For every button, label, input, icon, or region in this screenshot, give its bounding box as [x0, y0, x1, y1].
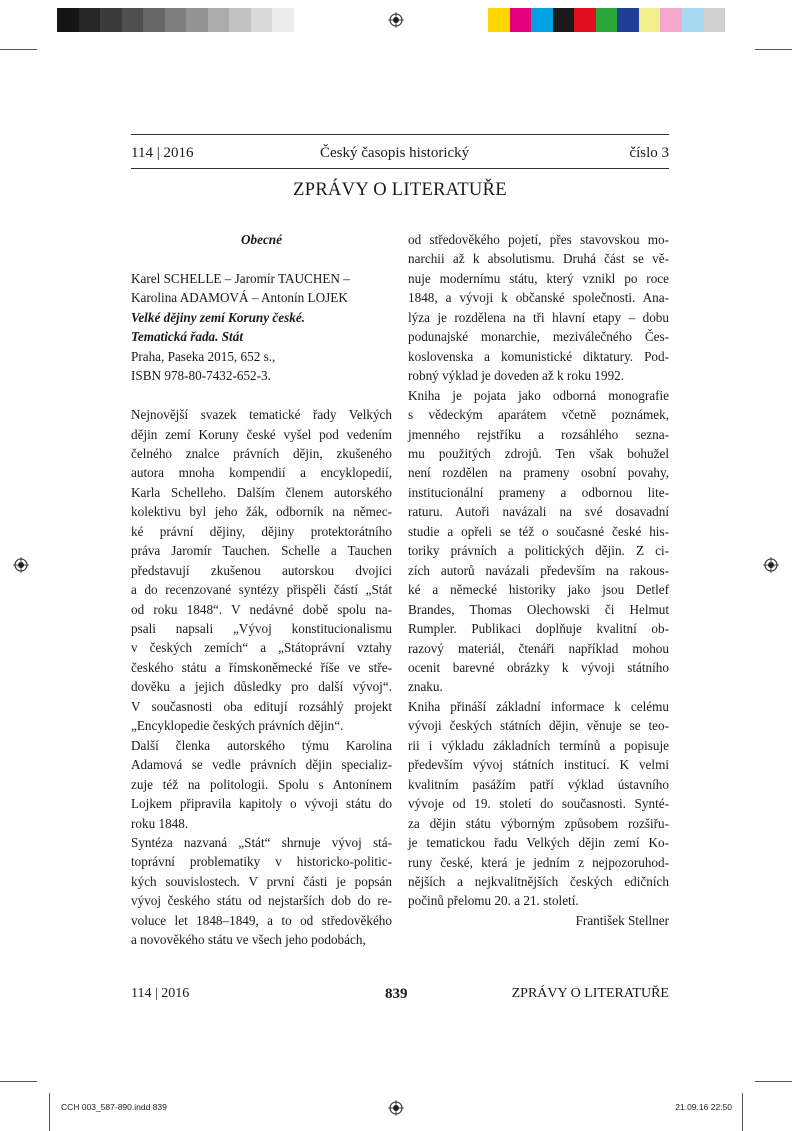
color-swatch [122, 8, 144, 32]
text-line: voluce let 1848–1849, a to od středověkého [131, 912, 392, 928]
text-line: kolektivu byl jeho žák, odborník na němec- [131, 504, 392, 520]
text-line: kvalitním pasážím patří výklad ústavního [408, 776, 669, 792]
text-line: toprávní problematiky v historicko-politic- [131, 854, 392, 870]
slug-date-info: 21.09.16 22:50 [675, 1102, 732, 1112]
text-line: představují zkušenou autorskou dvojici [131, 562, 392, 578]
isbn: ISBN 978-80-7432-652-3. [131, 368, 271, 384]
crop-mark [755, 1081, 792, 1082]
text-line: vývoj českého státu od nejstarších dob do re- [131, 893, 392, 909]
color-swatch [639, 8, 661, 32]
footer-section: ZPRÁVY O LITERATUŘE [511, 986, 669, 1001]
right-column [408, 230, 669, 930]
text-line: kých souvislostech. V první části je popsán [131, 873, 392, 889]
text-line: za dějin státu výborným způsobem rozšiřu- [408, 815, 669, 831]
text-line: koslovenska a komunistické diktatury. Pod- [408, 348, 669, 364]
color-swatch [143, 8, 165, 32]
crop-mark [0, 49, 37, 50]
header-issue: číslo 3 [629, 145, 669, 161]
text-line: Rumpler. Publikaci doplňuje kvalitní ob- [408, 621, 669, 637]
color-swatch [703, 8, 725, 32]
text-line: „Encyklopedie českých právních dějin“. [131, 718, 344, 734]
text-line: práva Jaromír Tauchen. Schelle a Tauchen [131, 543, 392, 559]
text-line: znaku. [408, 679, 443, 695]
text-line: a novověkého státu ve všech jeho podobách, [131, 932, 366, 948]
authors-line-2: Karolina ADAMOVÁ – Antonín LOJEK [131, 290, 348, 306]
header-journal-title: Český časopis historický [320, 145, 470, 161]
text-line: robný výklad je doveden až k roku 1992. [408, 368, 625, 384]
text-line: vývoje od 19. století do současnosti. Synté- [408, 796, 669, 812]
page-number: 839 [385, 986, 408, 1002]
slug-file-info: CCH 003_587-890.indd 839 [61, 1102, 167, 1112]
text-line: zích autorů navázali především na rakous- [408, 562, 669, 578]
book-title-line-1: Velké dějiny zemí Koruny české. [131, 309, 305, 325]
text-line: psali napsali „Vývoj konstitucionalismu [131, 621, 392, 637]
color-swatch [57, 8, 79, 32]
review-paragraph [408, 697, 669, 911]
registration-mark-icon [388, 12, 404, 28]
color-swatch [488, 8, 510, 32]
text-line: Syntéza nazvaná „Stát“ shrnuje vývoj stá- [131, 835, 392, 851]
color-swatch [186, 8, 208, 32]
registration-mark-icon [388, 1100, 404, 1116]
text-line: v českých zemích“ a „Státoprávní vztahy [131, 640, 392, 656]
text-line: od středověkého pojetí, přes stavovskou mo- [408, 232, 669, 247]
registration-mark-icon [13, 557, 29, 573]
text-line: narchii až k absolutismu. Druhá část se vě- [408, 251, 669, 267]
registration-mark-icon [763, 557, 779, 573]
text-line: Karla Schelleho. Dalším členem autorského [131, 484, 392, 500]
text-line: institucionální prameny a odbornou lite- [408, 484, 669, 500]
reviewer-signature: František Stellner [575, 912, 669, 928]
text-line: Lojkem připravila kapitoly o vývoji státu do [131, 796, 392, 812]
color-swatch [272, 8, 294, 32]
text-line: roku 1848. [131, 815, 189, 831]
text-line: především vývoj státních institucí. K velmi [408, 757, 669, 773]
text-line: Kniha přináší základní informace k celému [408, 698, 669, 714]
header-volume: 114 | 2016 [131, 145, 194, 161]
text-line: Nejnovější svazek tematické řady Velkých [131, 407, 392, 423]
review-paragraph [131, 833, 392, 950]
header-bottom-rule [131, 168, 669, 169]
crop-mark [742, 1093, 743, 1131]
review-paragraph [131, 736, 392, 833]
publisher-info: Praha, Paseka 2015, 652 s., [131, 348, 276, 364]
text-line: Brandes, Thomas Olechowski či Helmut [408, 601, 669, 617]
text-line: není rozdělen na prameny osobní povahy, [408, 465, 669, 481]
crop-mark [0, 1081, 37, 1082]
color-swatch [100, 8, 122, 32]
text-line: a do recenzované syntézy přispěli částí „Stát [131, 582, 392, 598]
text-line: mu použitých zdrojů. Ten však bohužel [408, 445, 669, 461]
color-swatch [165, 8, 187, 32]
text-line: razový materiál, čtenáři například mohou [408, 640, 669, 656]
text-line: počinů přelomu 20. a 21. století. [408, 893, 579, 909]
text-line: rii i výkladu základních termínů a popisuje [408, 737, 669, 753]
color-swatch [208, 8, 230, 32]
crop-mark [49, 1093, 50, 1131]
crop-mark [755, 49, 792, 50]
text-line: nějších a nejkvalitnějších českých edičních [408, 873, 669, 889]
text-line: runy české, která je jedním z nejpozoruhod- [408, 854, 669, 870]
color-swatch [682, 8, 704, 32]
text-line: čelného znalce právních dějin, zkušeného [131, 445, 392, 461]
color-swatch [660, 8, 682, 32]
text-line: dějin zemí Koruny české vyšel pod vedením [131, 426, 392, 442]
text-line: je tematickou řadu Velkých dějin zemí Ko- [408, 835, 669, 851]
text-line: jmenného rejstříku a rozsáhlého sezna- [408, 426, 669, 442]
header-top-rule [131, 134, 669, 135]
footer-volume: 114 | 2016 [131, 986, 190, 1001]
category-subheading: Obecné [240, 232, 282, 247]
text-line: studie a opřeli se též o současné české his- [408, 523, 669, 539]
text-line: raturu. Autoři navázali na své dosavadní [408, 504, 669, 520]
text-line: českého státu a římskoněmecké říše ve stře- [131, 659, 392, 675]
book-title-line-2: Tematická řada. Stát [131, 329, 243, 345]
text-line: nuje modernímu státu, který vznikl po roce [408, 270, 669, 286]
color-swatch [617, 8, 639, 32]
color-swatch [251, 8, 273, 32]
section-title: ZPRÁVY O LITERATUŘE [293, 180, 507, 200]
text-line: dověku a jejich důsledky pro další vývoj“. [131, 679, 392, 695]
color-swatch [229, 8, 251, 32]
text-line: toriky právních a politických dějin. Z ci- [408, 543, 669, 559]
text-line: ké a německé historiky jako jsou Detlef [408, 582, 669, 598]
text-line: ocenit barevné obrázky k vývoji státního [408, 659, 669, 675]
text-line: vývoji českých státních dějin, věnuje se teo- [408, 718, 669, 734]
text-line: podunajské monarchie, meziválečného Čes- [408, 329, 669, 345]
color-swatch [79, 8, 101, 32]
text-line: Další členka autorského týmu Karolina [131, 737, 392, 753]
color-swatch [510, 8, 532, 32]
text-line: ké právní dějiny, dějiny protektorátního [131, 523, 392, 539]
color-swatch [531, 8, 553, 32]
text-line: s vědeckým aparátem včetně poznámek, [408, 407, 669, 423]
text-line: od roku 1848“. V nedávné době spolu na- [131, 601, 392, 617]
review-paragraph [408, 230, 669, 386]
review-paragraph [131, 405, 392, 736]
text-line: 1848, a vývoji k občanské společnosti. Ana- [408, 290, 669, 306]
color-swatch [574, 8, 596, 32]
text-line: zuje též na politologii. Spolu s Antonínem [131, 776, 392, 792]
grayscale-color-bar [57, 8, 294, 32]
text-line: Kniha je pojata jako odborná monografie [408, 387, 669, 403]
color-swatch [553, 8, 575, 32]
authors-line-1: Karel SCHELLE – Jaromír TAUCHEN – [131, 270, 350, 286]
text-line: autora mnoha kompendií a encyklopedií, [131, 465, 392, 481]
left-column [131, 230, 392, 950]
text-line: lýza je rozdělena na tři hlavní etapy – dobu [408, 309, 669, 325]
process-color-bar [488, 8, 725, 32]
review-paragraph [408, 386, 669, 697]
text-line: Adamová se vedle právních dějin specializ- [131, 757, 392, 773]
text-line: V současnosti oba editují rozsáhlý projekt [131, 698, 392, 714]
color-swatch [596, 8, 618, 32]
